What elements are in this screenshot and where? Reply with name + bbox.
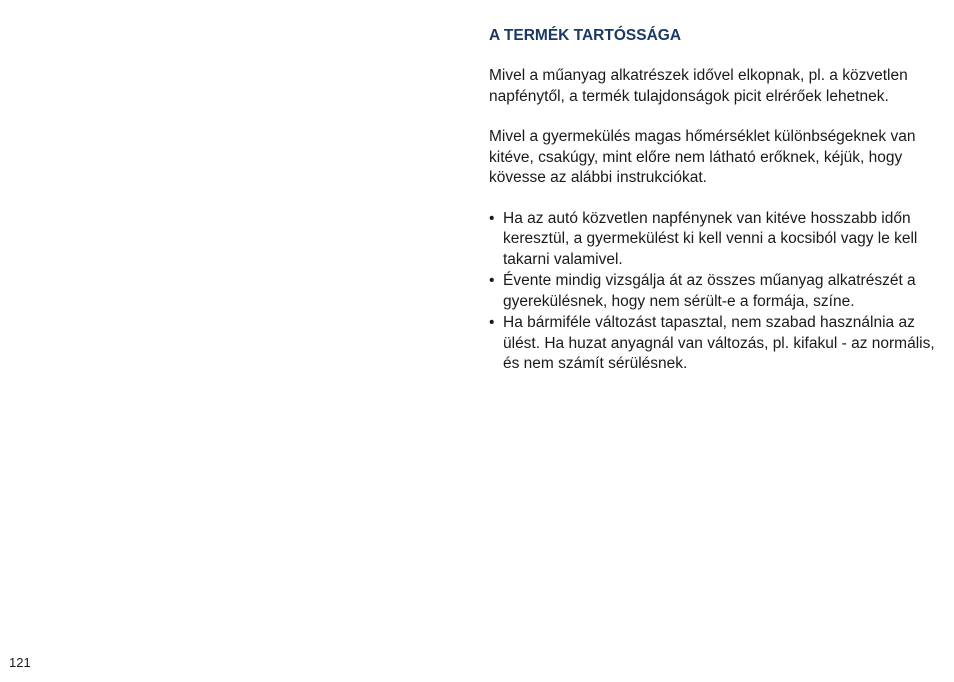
instruction-list	[489, 209, 939, 375]
instructions-paragraph: Mivel a gyermekülés magas hőmérséklet különbségeknek van kitéve, csakúgy, mint előre nem látható erőknek, kéjük, hogy kövesse az alábbi instrukciókat.	[489, 128, 916, 186]
list-item-text: Évente mindig vizsgálja át az összes műanyag alkatrészét a gyerekülésnek, hogy nem sérült-e a formája, színe.	[503, 272, 916, 310]
document-body	[489, 26, 939, 376]
list-item	[489, 271, 939, 312]
bullet-icon: •	[489, 314, 495, 331]
page-number: 121	[9, 655, 31, 670]
list-item	[489, 209, 939, 271]
list-item-text: Ha bármiféle változást tapasztal, nem szabad használnia az ülést. Ha huzat anyagnál van változás, pl. kifakul - az normális, és nem számít sérülésnek.	[503, 314, 935, 372]
bullet-icon: •	[489, 272, 495, 289]
bullet-icon: •	[489, 209, 495, 227]
section-heading: A TERMÉK TARTÓSSÁGA	[489, 27, 682, 44]
list-item-text: Ha az autó közvetlen napfénynek van kitéve hosszabb időn keresztül, a gyermekülést ki kell venni a kocsiból vagy le kell takarni valamivel.	[503, 209, 918, 268]
intro-paragraph: Mivel a műanyag alkatrészek idővel elkopnak, pl. a közvetlen napfénytől, a termék tulajdonságok picit elrérőek lehetnek.	[489, 67, 908, 105]
list-item	[489, 313, 939, 375]
